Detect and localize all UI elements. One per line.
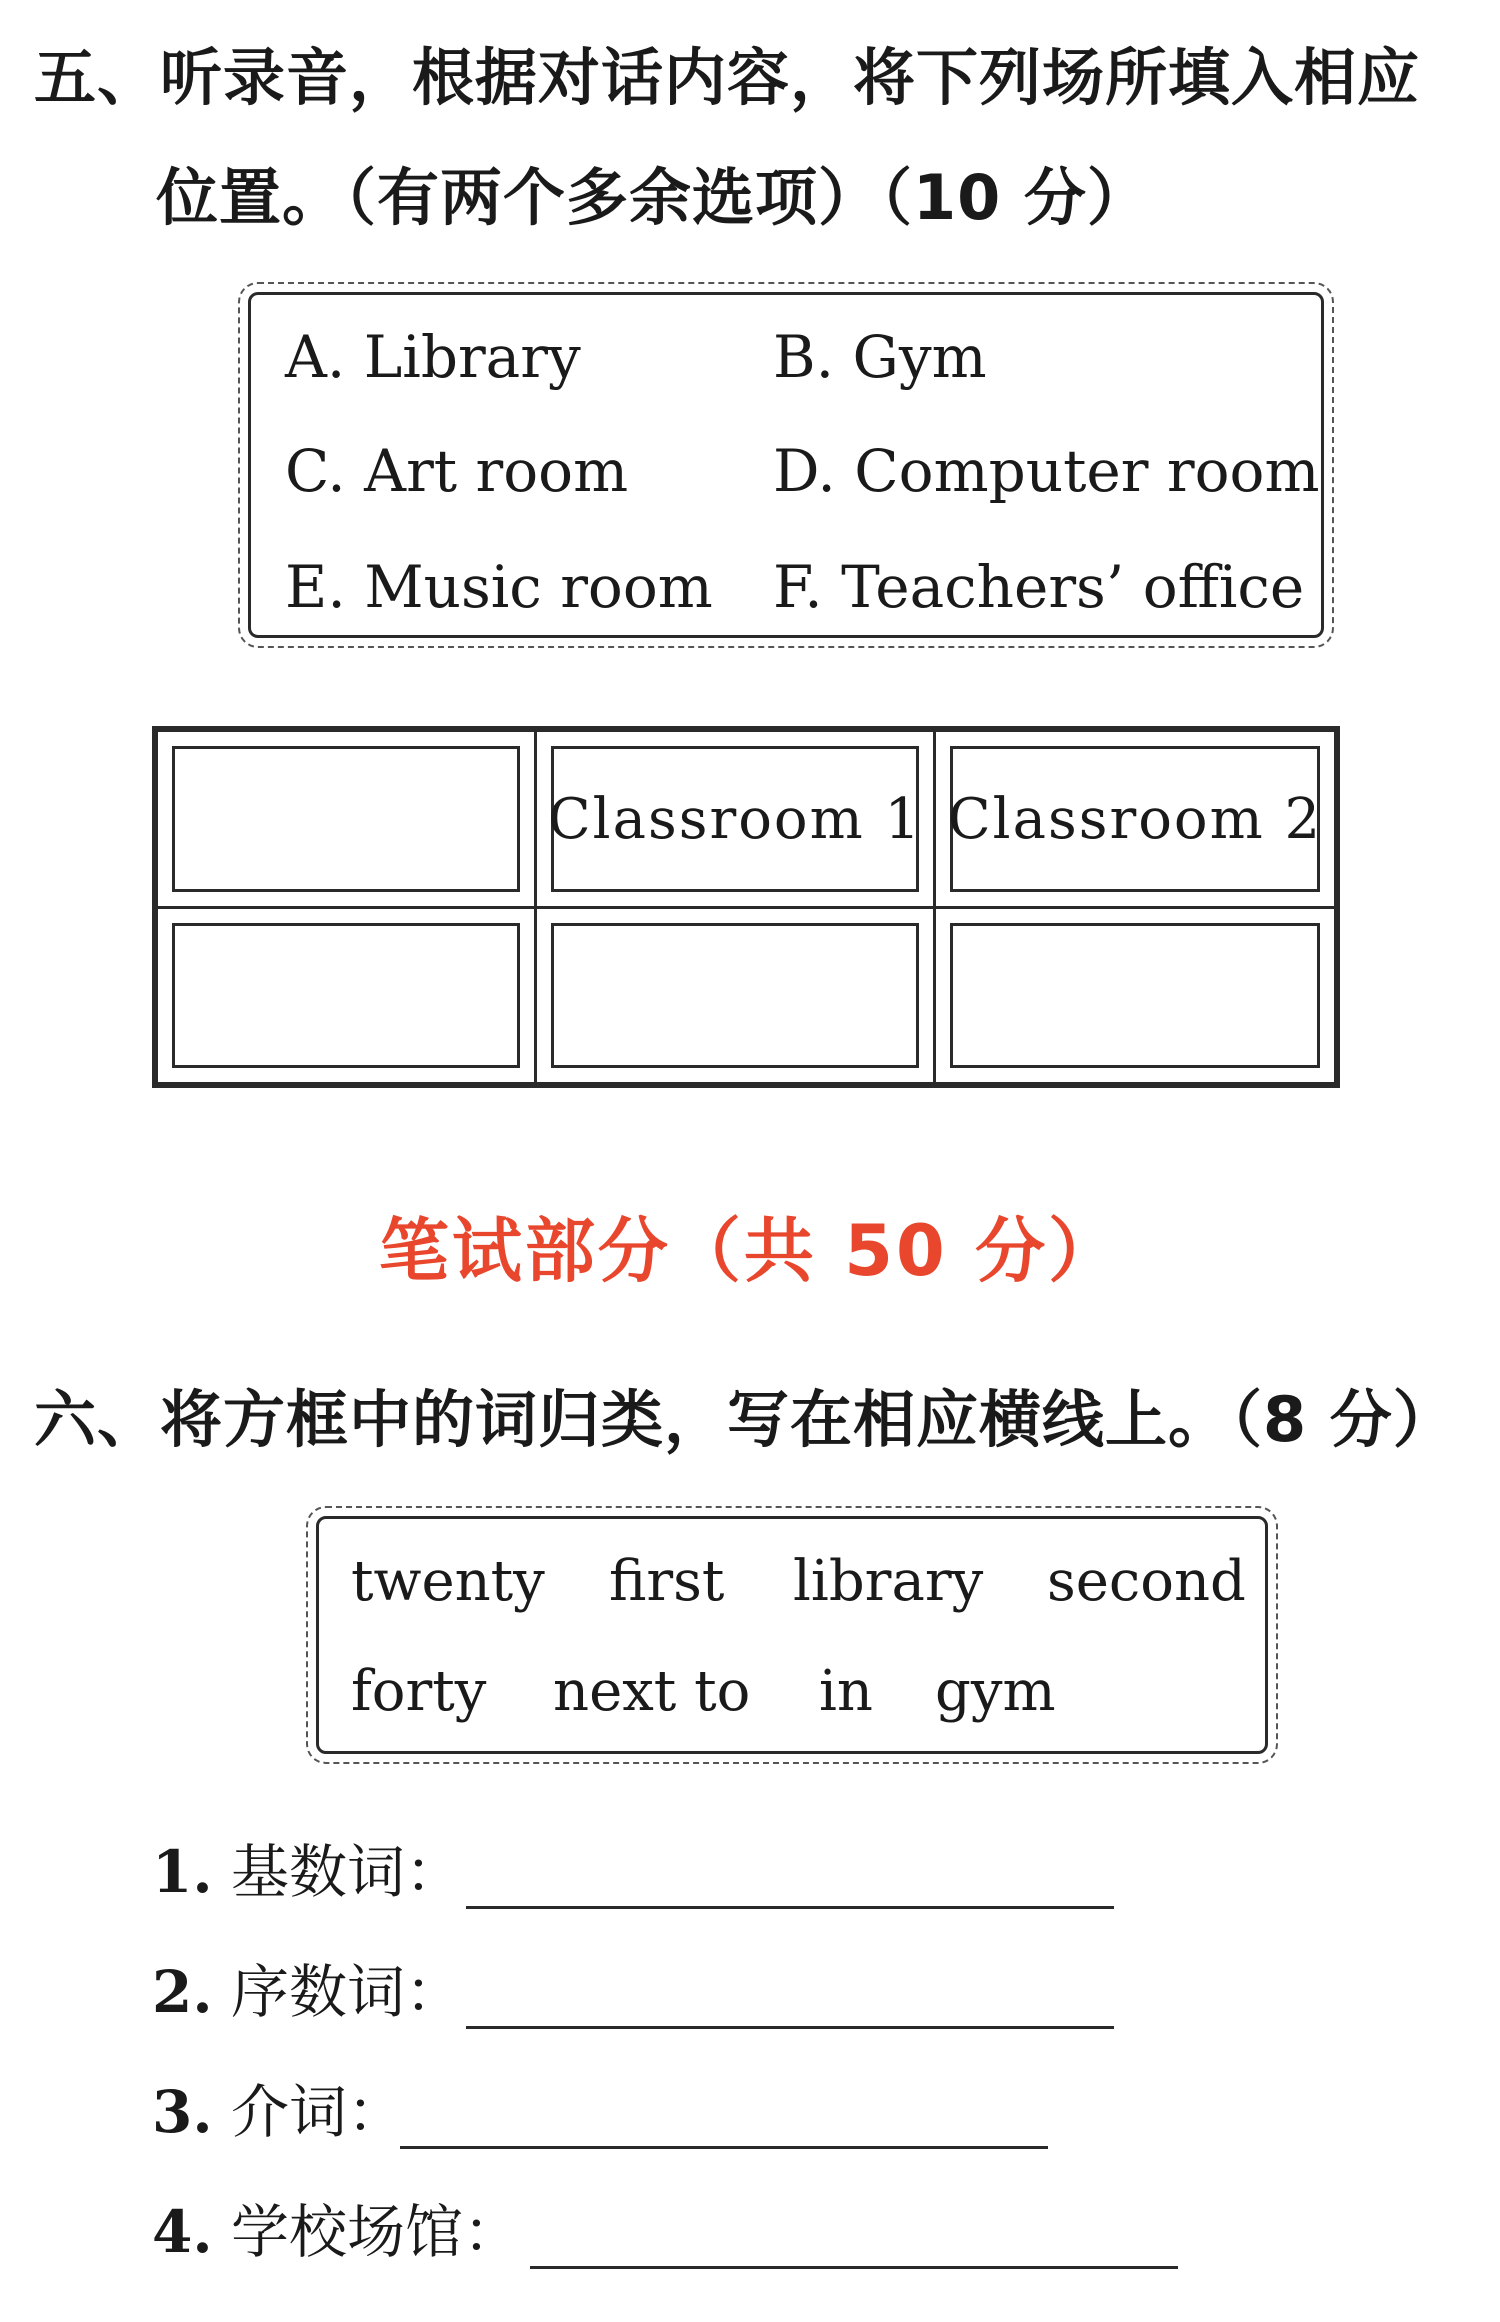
question-label: 介词：	[231, 2078, 406, 2146]
grid-cell-label[interactable]	[950, 923, 1320, 1068]
section5-heading-line2: 位置。（有两个多余选项）（10 分）	[156, 161, 1150, 234]
word-item: library	[793, 1549, 984, 1614]
grid-cell	[155, 906, 537, 1085]
grid-cell	[155, 729, 537, 909]
options-box	[248, 292, 1324, 638]
word-item: next to	[553, 1659, 751, 1724]
option-d: D. Computer room	[773, 437, 1320, 505]
question-1	[152, 1825, 463, 1909]
section5-heading-line1: 五、听录音，根据对话内容，将下列场所填入相应	[34, 41, 1421, 114]
option-f: F. Teachers’ office	[773, 553, 1305, 621]
location-grid	[152, 726, 1340, 1088]
question-number: 1.	[152, 1838, 213, 1906]
grid-cell-label[interactable]	[172, 923, 520, 1068]
option-b: B. Gym	[773, 323, 987, 391]
grid-cell	[933, 906, 1337, 1085]
question-3	[152, 2065, 405, 2149]
answer-blank-3[interactable]	[400, 2146, 1048, 2149]
question-4	[152, 2185, 521, 2269]
word-item: first	[609, 1549, 725, 1614]
answer-blank-4[interactable]	[530, 2266, 1178, 2269]
word-item: second	[1047, 1549, 1246, 1614]
grid-cell-label[interactable]	[172, 746, 520, 892]
option-a: A. Library	[285, 323, 581, 391]
word-item: twenty	[351, 1549, 545, 1614]
question-number: 4.	[152, 2198, 213, 2266]
word-item: forty	[351, 1659, 487, 1724]
answer-blank-2[interactable]	[466, 2026, 1114, 2029]
answer-blank-1[interactable]	[466, 1906, 1114, 1909]
grid-cell-label: Classroom 1	[551, 746, 919, 892]
grid-cell	[534, 729, 936, 909]
question-number: 3.	[152, 2078, 213, 2146]
word-box	[316, 1516, 1268, 1754]
question-label: 基数词：	[231, 1838, 464, 1906]
question-number: 2.	[152, 1958, 213, 2026]
grid-cell	[534, 906, 936, 1085]
grid-cell-label: Classroom 2	[950, 746, 1320, 892]
grid-cell	[933, 729, 1337, 909]
written-section-title: 笔试部分（共 50 分）	[378, 1210, 1122, 1292]
question-label: 序数词：	[231, 1958, 464, 2026]
section6-heading: 六、将方框中的词归类，写在相应横线上。（8 分）	[34, 1383, 1456, 1456]
option-e: E. Music room	[285, 553, 713, 621]
word-item: in	[819, 1659, 873, 1724]
option-c: C. Art room	[285, 437, 629, 505]
question-2	[152, 1945, 463, 2029]
question-label: 学校场馆：	[231, 2198, 522, 2266]
grid-cell-label[interactable]	[551, 923, 919, 1068]
word-item: gym	[935, 1659, 1056, 1724]
